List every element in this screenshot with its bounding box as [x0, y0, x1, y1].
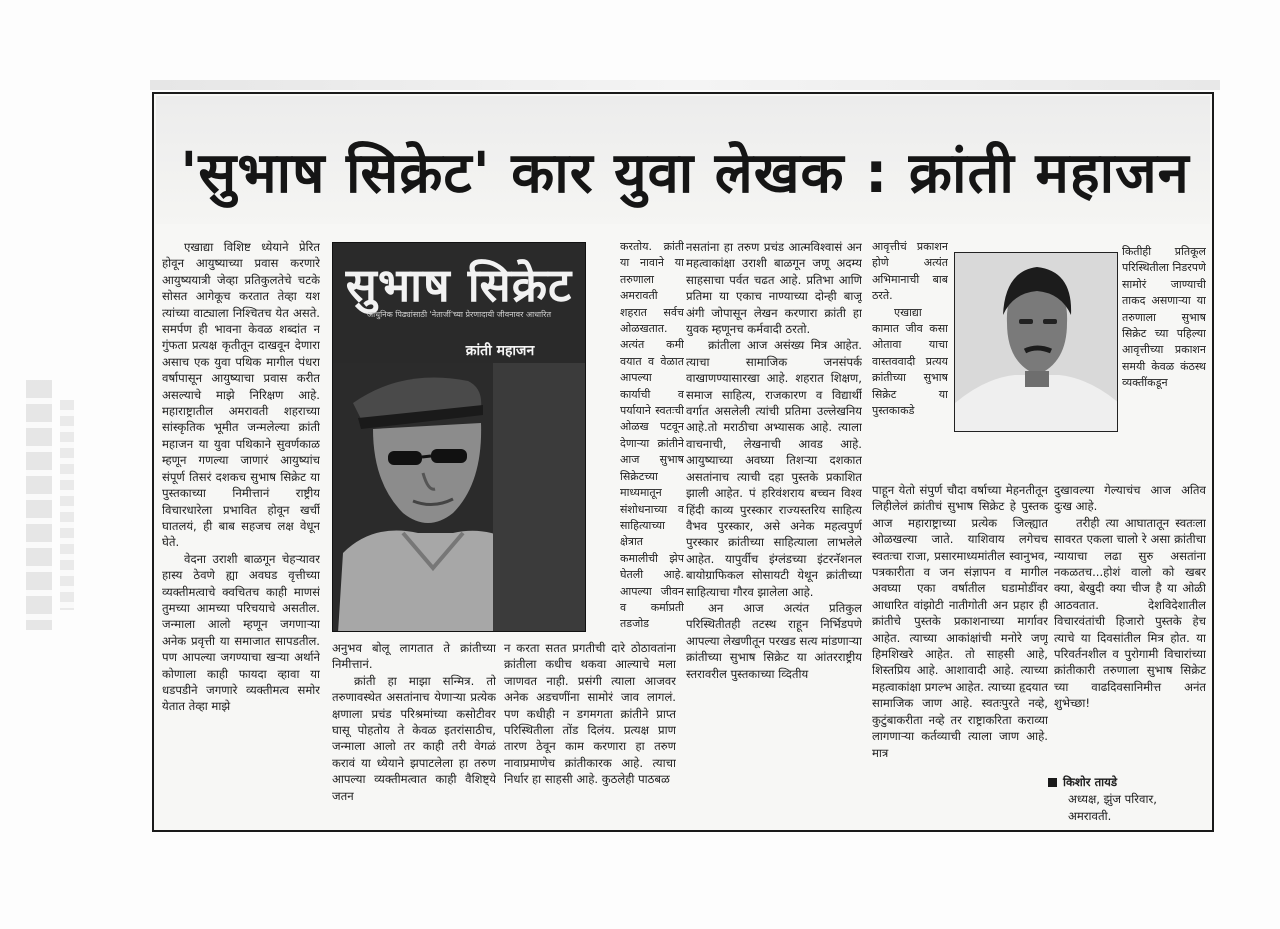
article-column-1 — [162, 239, 320, 829]
byline — [1048, 774, 1228, 825]
paragraph: न करता सतत प्रगतीची दारे ठोठावतांना क्रांतीला कधीच थकवा आल्याचे मला जाणवत नाही. प्रसंगी त्याला आजवर अनेक अडचणींना सामोरं जाव लागलं. पण कधीही न डगमगता क्रांतीने प्राप्त परिस्थितीला तोंड दिलंय. प्रत्यक्ष प्राण तारण ठेवून काम करणारा हा तरुण नावाप्रमाणेच क्रांतीकारक आहे. त्याचा निर्धार हा साहसी आहे. कुठलेही पाठबळ — [504, 641, 676, 787]
paragraph: क्रांती हा माझा सन्मित्र. तो तरुणावस्थेत असतांनाच येणाऱ्या प्रत्येक क्षणाला प्रचंड परिश्रमांच्या कसोटीवर घासू पोहतोय ते केवळ इतरांसाठीच, जन्माला आलो तर काही तरी वेगळं करावं या ध्येयाने झपाटलेला हा तरुण आपल्या व्यक्तीमत्वात काही वैशिष्ट्ये जतन — [332, 673, 496, 803]
book-cover-subtitle: आधुनिक पिढ्यांसाठी 'नेताजीं'च्या प्रेरणादायी जीवनावर आधारित — [366, 310, 552, 319]
paragraph: करतोय. क्रांती या नावाने या तरुणाला अमरावती शहरात सर्वच ओळखतात. अत्यंत कमी वयात व वेळात आपल्या कार्याची व पर्यायाने स्वतःची ओळख पटवून देणाऱ्या क्रांतीने आज सुभाष सिक्रेटच्या माध्यमातून संशोधनाच्या व साहित्याच्या क्षेत्रात कमालीची झेप घेतली आहे. आपल्या जीवन व कर्माप्रती तडजोड — [620, 240, 684, 631]
paragraph: एखाद्या कामात जीव कसा ओतावा याचा वास्तववादी प्रत्यय क्रांतीच्या सुभाष सिक्रेट या पुस्तकाकडे — [872, 305, 948, 418]
bleed-through-side-text — [18, 380, 88, 640]
netaji-portrait-illustration — [333, 363, 586, 632]
article-column-5-bottom — [872, 482, 1048, 829]
paragraph: नसतांना हा तरुण प्रचंड आत्मविश्वासं अन महत्वाकांक्षा उराशी बाळगून जणू अदम्य साहसाचा पर्वत चढत आहे. प्रतिभा आणि प्रतिमा या एकाच नाण्याच्या दोन्ही बाजू अंगी जोपासून लेखन करणारा क्रांती हा युवक म्हणूनच कर्मवादी ठरतो. — [686, 240, 862, 337]
byline-name: किशोर तायडे — [1063, 775, 1118, 789]
author-portrait-illustration — [955, 253, 1118, 432]
paragraph: अन आज अत्यंत प्रतिकुल परिस्थितीतही तटस्थ राहून निर्भिडपणे आपल्या लेखणीतून परखड सत्य मांडणाऱ्या क्रांतीच्या सुभाष सिक्रेट या आंतरराष्ट्रीय स्तरावरील पुस्तकाच्या व्दितीय — [686, 600, 862, 681]
paragraph: दुखावल्या गेल्याचंच आज अतिव दुःख आहे. — [1054, 483, 1206, 514]
article-column-4 — [686, 239, 862, 829]
paragraph: एखाद्या विशिष्ट ध्येयाने प्रेरित होवून आयुष्याच्या प्रवास करणारे आयुष्ययात्री जेव्हा प्रतिकुलतेचे चटके सोसत आगेकूच करतात तेव्हा यश त्यांच्या वाट्याला निश्चितच येत असते. समर्पण ही भावना केवळ शब्दांत न गुंफता प्रत्यक्ष कृतीतून दाखवून देणारा असाच एक युवा पथिक मागील पंधरा वर्षापासून आयुष्याचा प्रवास करीत असल्याचे माझे निरिक्षण आहे. महाराष्ट्रातील अमरावती शहराच्या सांस्कृतिक भूमीत जन्मलेल्या क्रांती महाजन या युवा पथिकाने सुवर्णकाळ म्हणून गणल्या जाणारं आयुष्यांच संपूर्ण तिसरं दशकच सुभाष सिक्रेट या पुस्तकाच्या निमीत्तानं राष्ट्रीय विचारधारेला प्रभावित होवून खर्ची घातलयं, ही बाब सहजच लक्ष वेधून घेते. — [162, 240, 320, 550]
paragraph: आवृत्तीचं प्रकाशन होणे अत्यंत अभिमानाची बाब ठरते. — [872, 240, 948, 303]
book-cover-author: क्रांती महाजन — [465, 343, 535, 359]
paragraph: अनुभव बोलू लागतात ते क्रांतीच्या निमीत्तानं. — [332, 641, 496, 672]
article-column-2-top — [620, 239, 684, 644]
book-cover-title: सुभाष सिक्रेट — [345, 258, 573, 312]
book-cover-photo — [332, 242, 586, 632]
paragraph: तरीही त्या आघातातून स्वतःला सावरत एकला चालो रे असा क्रांतीचा न्यायाचा लढा सुरु असतांना नकळतच...होशं वालो को खबर क्या, बेखुदी क्या चीज है या ओळी आठवतात. देशविदेशातील विचारवंतांची हिजारो पुस्तके हेच त्याचे या दिवसांतील मित्र होत. या परिवर्तनशील व पुरोगामी विचारांच्या क्रांतीकारी तरुणाला सुभाष सिक्रेट च्या वाढदिवसानिमीत्त अनंत शुभेच्छा! — [1054, 515, 1206, 711]
article-column-2-bottom — [332, 640, 496, 830]
bleed-through-strip — [150, 80, 1220, 90]
article-column-3 — [504, 640, 676, 830]
article-column-5-top — [872, 239, 948, 484]
paragraph: वेदना उराशी बाळगून चेहऱ्यावर हास्य ठेवणे ह्या अवघड वृत्तीच्या व्यक्तीमत्वाचे क्वचितच काही माणसं तुमच्या आमच्या परिचयाचे असतील. जन्माला आलो म्हणून जगणाऱ्या अनेक प्रवृत्ती या समाजात सापडतील. पण आपल्या जगण्याचा खऱ्या अर्थाने कोणाला काही फायदा व्हावा या धडपडीने जगणारे व्यक्तीमत्व समोर येतात तेव्हा माझे — [162, 551, 320, 714]
byline-designation: अध्यक्ष, झुंज परिवार, — [1068, 792, 1157, 806]
bullet-square-icon — [1048, 778, 1057, 787]
byline-city: अमरावती. — [1068, 809, 1112, 823]
paragraph: कितीही प्रतिकूल परिस्थितीला निडरपणे सामोरं जाण्याची ताकद असणाऱ्या या तरुणाला सुभाष सिक्रेट च्या पहिल्या आवृत्तीच्या प्रकाशन समयी केवळ कंठस्थ व्यक्तींकडून — [1122, 245, 1206, 390]
article-frame — [152, 92, 1214, 832]
article-column-6-top — [1122, 244, 1206, 484]
author-portrait-photo — [954, 252, 1118, 432]
headline: 'सुभाष सिक्रेट' कार युवा लेखक : क्रांती महाजन — [180, 141, 1190, 206]
paragraph: पाहून येतो संपुर्ण चौदा वर्षाच्या मेहनतीतून लिहीलेलं क्रांतीचं सुभाष सिक्रेट हे पुस्तक आज महाराष्ट्राच्या प्रत्येक जिल्ह्यात ओळखल्या जाते. याशिवाय लगेचच स्वतःचा राजा, प्रसारमाध्यमांतील स्वानुभव, पत्रकारीता व जन संज्ञापन व मागील अवघ्या एका वर्षातील घडामोडींवर आधारित वांझोटी नातीगोती अन प्रहार ही क्रांतीचे पुस्तके प्रकाशनाच्या मार्गावर आहेत. त्याच्या आकांक्षांची मनोरे जणू हिमशिखरे आहेत. तो साहसी आहे, शिस्तप्रिय आहे. आशावादी आहे. त्याच्या महत्वाकांक्षा प्रगल्भ आहेत. त्याच्या हृदयात सामाजिक जाण आहे. स्वतःपुरते नव्हे, कुटुंबाकरीता नव्हे तर राष्ट्राकरिता कराव्या लागणाऱ्या कर्तव्याची त्याला जाण आहे. मात्र — [872, 483, 1048, 760]
article-column-6-bottom — [1054, 482, 1206, 762]
paragraph: क्रांतीला आज असंख्य मित्र आहेत. त्याचा सामाजिक जनसंपर्क वाखाणण्यासारखा आहे. शहरात शिक्षण, समाज साहित्य, राजकारण व विद्यार्थी वर्गात असलेली त्यांची प्रतिमा उल्लेखनिय आहे.तो मराठीचा अभ्यासक आहे. त्याला वाचनाची, लेखनाची आवड आहे. आयुष्याच्या अवघ्या तिशऱ्या दशकात असतांनाच त्याची दहा पुस्तके प्रकाशित झाली आहेत. पं हरिवंशराय बच्चन विश्व हिंदी काव्य पुरस्कार राज्यस्तरिय साहित्य वैभव पुरस्कार, असे अनेक महत्वपुर्ण पुरस्कार क्रांतीच्या साहित्याला लाभलेले आहेत. यापुर्वीच इंग्लंडच्या इंटरनॅशनल बायोग्राफिकल सोसायटी येथून क्रांतीच्या साहित्याचा गौरव झालेला आहे. — [686, 338, 862, 599]
